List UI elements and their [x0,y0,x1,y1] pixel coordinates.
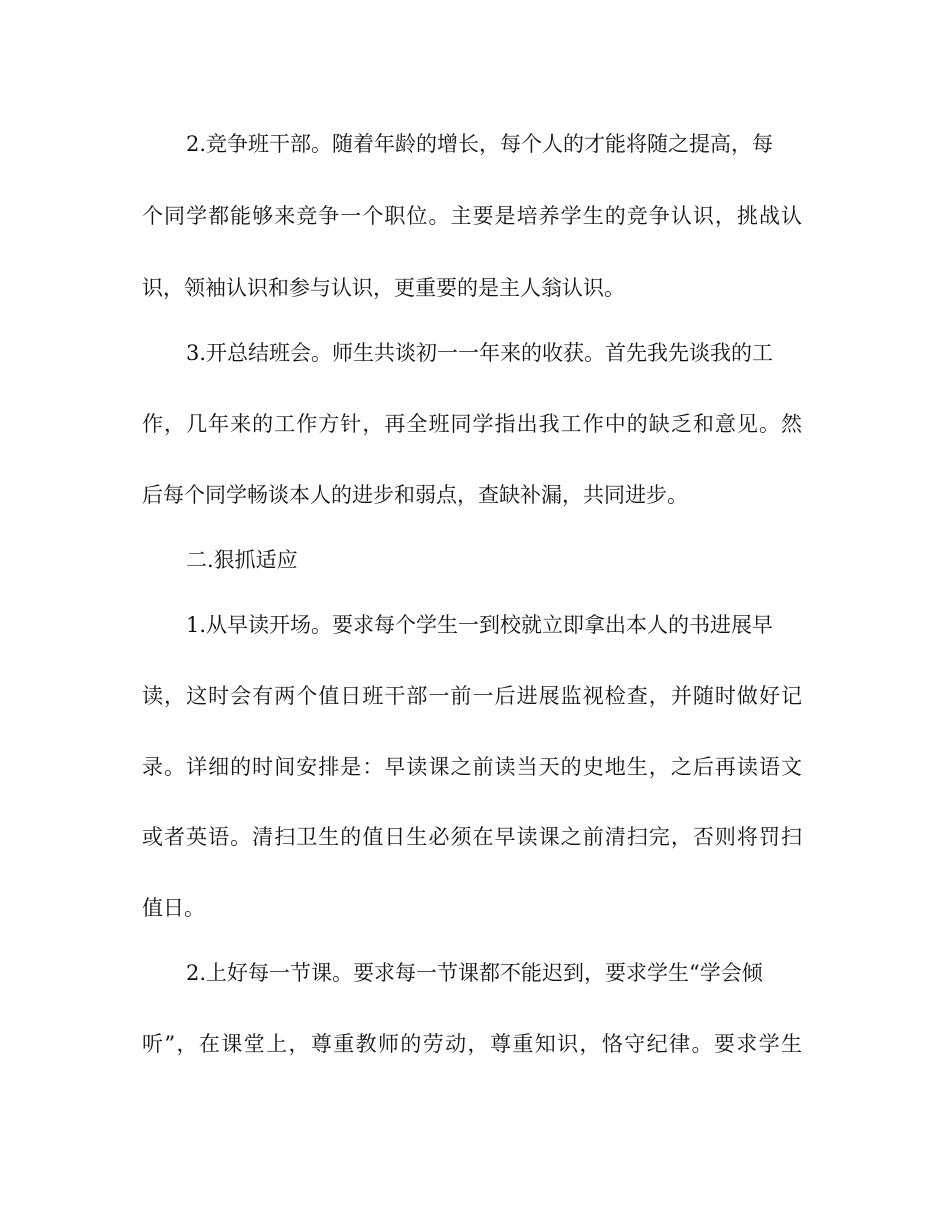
paragraph-line: 1.从早读开场。要求每个学生一到校就立即拿出本人的书进展早 [186,613,774,637]
paragraph-line: 值日。 [142,896,205,920]
paragraph-line: 3.开总结班会。师生共谈初一一年来的收获。首先我先谈我的工 [186,341,774,365]
paragraph-line: 2.上好每一节课。要求每一节课都不能迟到，要求学生“学会倾 [186,961,763,985]
paragraph-line: 读，这时会有两个值日班干部一前一后进展监视检查，并随时做好记 [142,684,802,708]
paragraph-line: 作，几年来的工作方针，再全班同学指出我工作中的缺乏和意见。然 [142,412,802,436]
paragraph-line: 识，领袖认识和参与认识，更重要的是主人翁认识。 [142,276,625,300]
paragraph-line: 2.竞争班干部。随着年龄的增长，每个人的才能将随之提高，每 [186,132,774,156]
paragraph-line: 录。详细的时间安排是：早读课之前读当天的史地生，之后再读语文 [142,755,802,779]
paragraph-line: 后每个同学畅谈本人的进步和弱点，查缺补漏，共同进步。 [142,483,688,507]
section-heading: 二.狠抓适应 [186,548,298,572]
paragraph-line: 听”，在课堂上，尊重教师的劳动，尊重知识，恪守纪律。要求学生 [142,1032,802,1056]
paragraph-line: 或者英语。清扫卫生的值日生必须在早读课之前清扫完，否则将罚扫 [142,825,802,849]
paragraph-line: 个同学都能够来竞争一个职位。主要是培养学生的竞争认识，挑战认 [142,204,802,228]
